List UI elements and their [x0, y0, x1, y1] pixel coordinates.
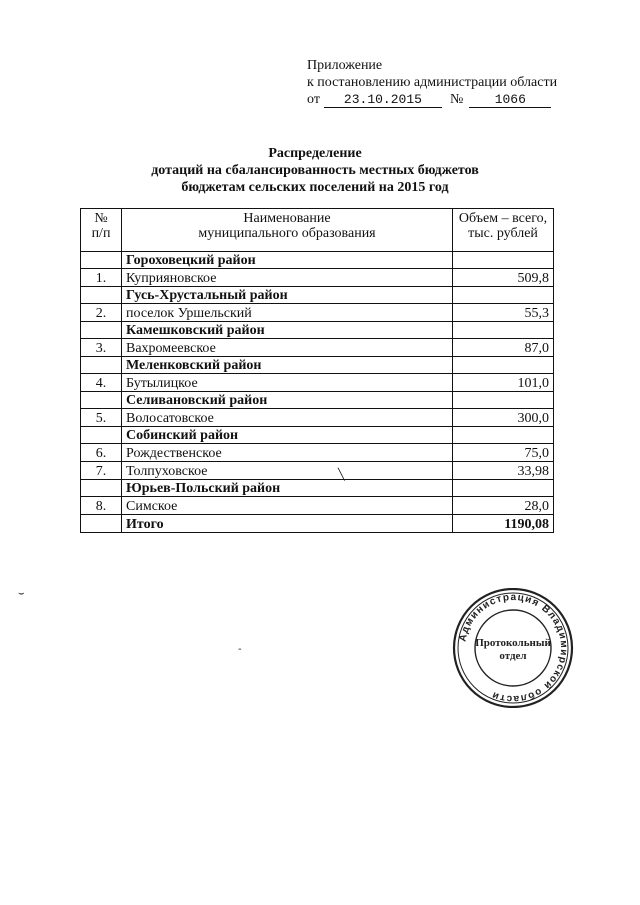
table-row [81, 269, 554, 287]
settlement-name: Вахромеевское [122, 339, 453, 357]
stamp-ring-text: Администрация Владимирской области [457, 591, 570, 705]
row-value: 101,0 [453, 374, 554, 392]
header-number: № п/п [81, 209, 122, 252]
settlement-name: поселок Уршельский [122, 304, 453, 322]
table-row [81, 304, 554, 322]
appendix-line1: Приложение [307, 58, 383, 73]
header-volume: Объем – всего, тыс. рублей [453, 209, 554, 252]
table-row [81, 462, 554, 480]
district-row [81, 480, 554, 497]
district-name: Меленковский район [122, 357, 453, 374]
stray-mark: ⌣ [18, 588, 25, 599]
district-row [81, 252, 554, 269]
date-prefix: от [307, 92, 320, 107]
official-stamp [446, 588, 580, 708]
appendix-block [307, 57, 557, 108]
district-name: Юрьев-Польский район [122, 480, 453, 497]
total-value: 1190,08 [453, 515, 554, 533]
row-value: 55,3 [453, 304, 554, 322]
table-header-row [81, 209, 554, 252]
row-value [453, 322, 554, 339]
row-value [453, 357, 554, 374]
row-number: 6. [81, 444, 122, 462]
table-row [81, 444, 554, 462]
title-line2: дотаций на сбалансированность местных бюджетов [151, 163, 479, 178]
district-name: Гусь-Хрустальный район [122, 287, 453, 304]
row-value: 75,0 [453, 444, 554, 462]
row-number: 2. [81, 304, 122, 322]
district-name: Селивановский район [122, 392, 453, 409]
settlement-name: Рождественское [122, 444, 453, 462]
row-value: 33,98 [453, 462, 554, 480]
row-number [81, 252, 122, 269]
subsidy-table [80, 208, 554, 533]
total-number-cell [81, 515, 122, 533]
row-number [81, 287, 122, 304]
district-name: Камешковский район [122, 322, 453, 339]
row-number: 5. [81, 409, 122, 427]
stamp-center-line1: Протокольный [475, 637, 551, 649]
header-name: Наименование муниципального образования [122, 209, 453, 252]
settlement-name: Куприяновское [122, 269, 453, 287]
row-number [81, 480, 122, 497]
district-row [81, 322, 554, 339]
row-value [453, 252, 554, 269]
total-row [81, 515, 554, 533]
stray-mark: ╲ [338, 468, 345, 481]
row-number: 7. [81, 462, 122, 480]
table-row [81, 497, 554, 515]
district-name: Собинский район [122, 427, 453, 444]
row-value: 300,0 [453, 409, 554, 427]
appendix-line2: к постановлению администрации области [307, 75, 558, 90]
row-value [453, 392, 554, 409]
row-value [453, 427, 554, 444]
district-row [81, 357, 554, 374]
table-row [81, 374, 554, 392]
settlement-name: Толпуховское [122, 462, 453, 480]
table-body [81, 252, 554, 515]
district-row [81, 392, 554, 409]
row-number: 8. [81, 497, 122, 515]
district-row [81, 287, 554, 304]
settlement-name: Бутылицкое [122, 374, 453, 392]
district-name: Гороховецкий район [122, 252, 453, 269]
table-row [81, 339, 554, 357]
stray-mark: - [238, 644, 242, 655]
row-value [453, 287, 554, 304]
row-value: 87,0 [453, 339, 554, 357]
district-row [81, 427, 554, 444]
row-number [81, 357, 122, 374]
document-number: 1066 [469, 93, 551, 108]
row-value [453, 480, 554, 497]
title-line1: Распределение [268, 146, 362, 161]
appendix-date-row [307, 91, 557, 108]
number-prefix: № [449, 92, 464, 107]
document-date: 23.10.2015 [324, 93, 442, 108]
document-title [80, 145, 550, 196]
row-number: 1. [81, 269, 122, 287]
row-number [81, 322, 122, 339]
settlement-name: Волосатовское [122, 409, 453, 427]
table-row [81, 409, 554, 427]
settlement-name: Симское [122, 497, 453, 515]
row-number [81, 427, 122, 444]
title-line3: бюджетам сельских поселений на 2015 год [181, 180, 449, 195]
row-value: 28,0 [453, 497, 554, 515]
stamp-center-line2: отдел [499, 650, 527, 662]
row-number [81, 392, 122, 409]
row-value: 509,8 [453, 269, 554, 287]
row-number: 4. [81, 374, 122, 392]
row-number: 3. [81, 339, 122, 357]
total-label: Итого [122, 515, 453, 533]
